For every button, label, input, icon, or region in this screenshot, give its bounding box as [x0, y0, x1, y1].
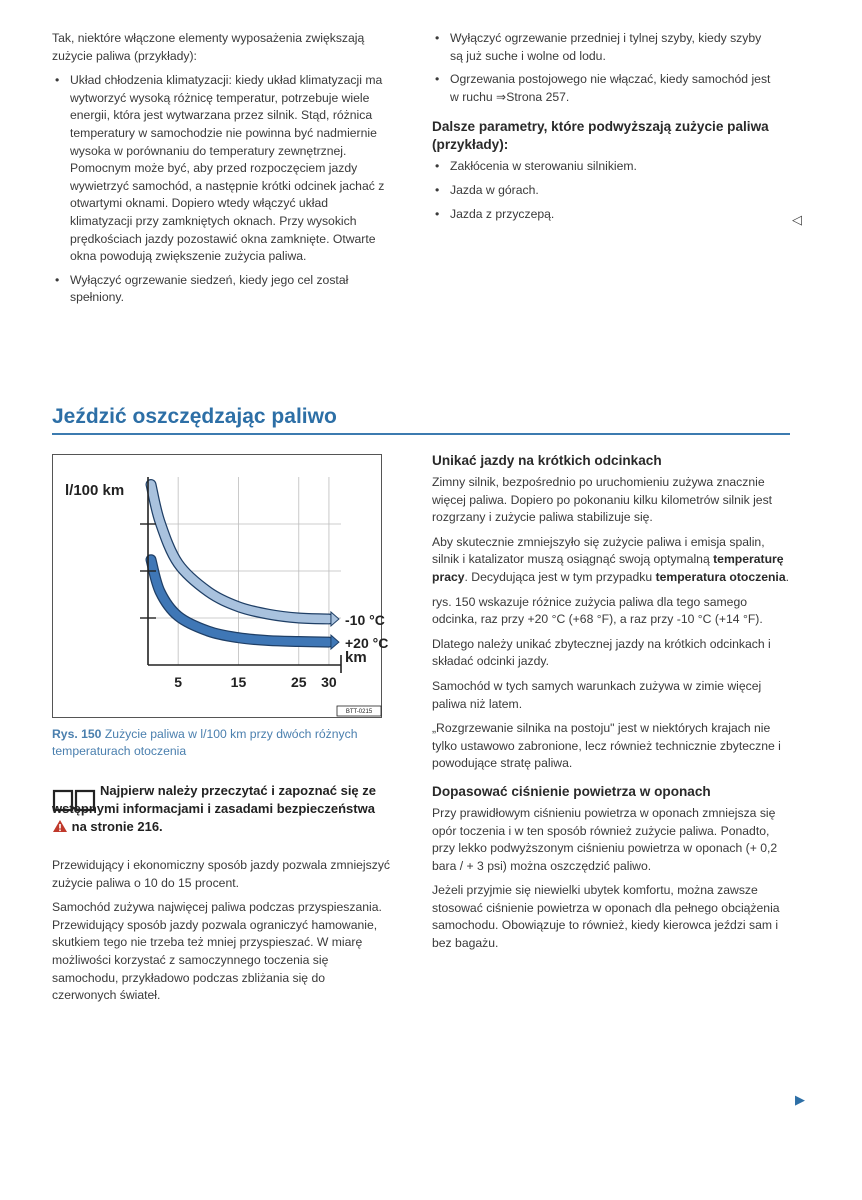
list-item: [432, 158, 777, 176]
list-item: [432, 71, 777, 106]
bullet-icon: •: [435, 72, 440, 87]
bullet-icon: •: [435, 159, 440, 174]
paragraph: rys. 150 wskazuje różnice zużycia paliwa dla tego samego odcinka, raz przy +20 °C (+68 °F), a raz przy -10 °C (+14 °F).: [432, 594, 763, 627]
note-text: Najpierw należy przeczytać i zapoznać się ze wstępnymi informacjami i zasadami bezpieczeństwa: [52, 783, 377, 816]
list-item-text: Jazda w górach.: [450, 182, 539, 197]
paragraph-text: . Decydująca jest w tym przypadku: [464, 569, 653, 584]
x-tick-label: 30: [321, 674, 337, 690]
fuel-consumption-chart: [53, 455, 389, 717]
subsection-heading: Dalsze parametry, które podwyższają zużycie paliwa (przykłady):: [432, 119, 769, 153]
series-label: +20 °C: [345, 635, 389, 652]
paragraph: Jeżeli przyjmie się niewielki ubytek komfortu, można zawsze stosować ciśnienie powietrza w oponach dla pełnego obciążenia samochodu. Obowiązuje to również, kiedy kierowca jeździ sam i bez bagażu.: [432, 883, 780, 951]
list-item-text: Zakłócenia w sterowaniu silnikiem.: [450, 159, 637, 174]
subsection-heading: Unikać jazdy na krótkich odcinkach: [432, 453, 662, 468]
right-body-column: [432, 452, 790, 960]
left-top-column: [52, 30, 390, 313]
list-item: [432, 206, 777, 224]
intro-text: Tak, niektóre włączone elementy wyposażenia zwiększają zużycie paliwa (przykłady):: [52, 31, 365, 63]
subsection-heading: Dopasować ciśnienie powietrza w oponach: [432, 783, 711, 799]
list-item: [432, 182, 777, 200]
series-arrowhead: [331, 635, 339, 649]
list-item: [52, 72, 390, 266]
right-top-column: [432, 30, 777, 229]
paragraph: Przewidujący i ekonomiczny sposób jazdy pozwala zmniejszyć zużycie paliwa o 10 do 15 procent.: [52, 858, 391, 890]
list-item-text: Ogrzewania postojowego nie włączać, kiedy samochód jest w ruchu ⇒Strona 257.: [450, 72, 771, 104]
bullet-icon: •: [55, 73, 60, 88]
note-link-text[interactable]: na stronie 216.: [71, 819, 163, 834]
section-divider: [52, 433, 790, 435]
emphasis-text: temperatura otoczenia: [655, 569, 786, 584]
paragraph: Dlatego należy unikać zbytecznej jazdy na krótkich odcinkach i składać odcinki jazdy.: [432, 636, 771, 669]
x-tick-label: 15: [230, 674, 247, 690]
section-title: Jeździć oszczędzając paliwo: [52, 405, 337, 428]
bullet-icon: •: [435, 206, 440, 221]
continue-arrow-icon: ▶: [795, 1092, 805, 1107]
emphasis-text: temperaturę pracy: [432, 552, 784, 584]
series-label: -10 °C: [345, 611, 385, 628]
bullet-icon: •: [435, 182, 440, 197]
paragraph: „Rozgrzewanie silnika na postoju" jest w niektórych krajach nie tylko ustawowo zabronione, lecz również technicznie zbyteczne i powodujące stratę paliwa.: [432, 721, 781, 771]
paragraph: Zimny silnik, bezpośrednio po uruchomieniu zużywa znacznie więcej paliwa. Dopiero po pokonaniu kilku kilometrów silnik jest rozgrzany i zużycie paliwa stabilizuje się.: [432, 475, 773, 525]
series-arrowhead: [331, 612, 339, 626]
x-axis-label: km: [345, 649, 367, 666]
figure-caption: [52, 726, 392, 760]
y-axis-label: l/100 km: [65, 482, 125, 499]
x-tick-label: 5: [174, 674, 183, 690]
series-outline: [151, 560, 329, 642]
paragraph-text: Aby skutecznie zmniejszyło się zużycie paliwa i emisja spalin, silnik i katalizator muszą osiągnąć swoją optymalną: [432, 534, 765, 567]
safety-note: [52, 782, 392, 836]
bullet-icon: •: [435, 31, 440, 45]
figure-number: Rys. 150: [52, 727, 102, 741]
left-body-column: [52, 857, 392, 1012]
chart-labels: [65, 482, 388, 690]
list-item-text: Wyłączyć ogrzewanie przedniej i tylnej szyby, kiedy szyby są już suche i wolne od lodu.: [450, 31, 762, 63]
series-line: [151, 560, 329, 642]
list-item-text: Układ chłodzenia klimatyzacji: kiedy układ klimatyzacji ma wytworzyć wysoką różnicę temperatur, potrzebuje wiele energii, która jest wytwarzana przez silnik. Stąd, różnica temperatury w samochodzie nie powinna być nadmiernie wysoka w porównaniu do temperatury zewnętrznej. Pomocnym może być, aby przed rozpoczęciem jazdy wywietrzyć samochód, a następnie krótki odcinek jachać z otwartymi oknami. Dopiero wtedy włączyć układ klimatyzacji przy zamkniętych oknach. Przy wysokich prędkościach jazdy pozostawić okna zamknięte. Otwarte okna powodują zwiększenie zużycia paliwa.: [70, 73, 385, 264]
figure-caption-text: Zużycie paliwa w l/100 km przy dwóch różnych temperaturach otoczenia: [52, 727, 358, 758]
paragraph: [432, 534, 790, 587]
paragraph: Samochód w tych samych warunkach zużywa w zimie więcej paliwa niż latem.: [432, 678, 762, 711]
paragraph: Samochód zużywa najwięcej paliwa podczas przyspieszania. Przewidujący sposób jazdy pozwala ograniczyć hamowanie, skutkiem tego nie trzeba też mniej przyspieszać. W miarę możliwości korzystać z samoczynnego toczenia się samochodu, przykładowo podczas zbliżania się do czerwonych świateł.: [52, 900, 382, 1003]
figure-code: BTT-0215: [345, 709, 373, 715]
warning-icon: [52, 819, 68, 833]
list-item: [432, 30, 777, 65]
figure-frame: [52, 454, 389, 718]
chart-series: [151, 485, 339, 650]
bullet-icon: •: [55, 272, 60, 287]
paragraph-text: .: [785, 569, 789, 584]
list-item: [52, 272, 390, 307]
list-item-text: Jazda z przyczepą.: [450, 206, 555, 221]
section-end-icon: ◁: [792, 212, 802, 227]
list-item-text: Wyłączyć ogrzewanie siedzeń, kiedy jego cel został spełniony.: [70, 272, 349, 305]
x-tick-label: 25: [290, 674, 307, 690]
series-outline: [151, 485, 329, 619]
paragraph: Przy prawidłowym ciśnieniu powietrza w oponach zmniejsza się opór toczenia i w ten sposób również zużycie paliwa. Ponadto, przy lekko podwyższonym ciśnieniu powietrza w oponach (+ 0,2 bara / + 3 psi) można oszczędzić paliwo.: [432, 805, 778, 873]
